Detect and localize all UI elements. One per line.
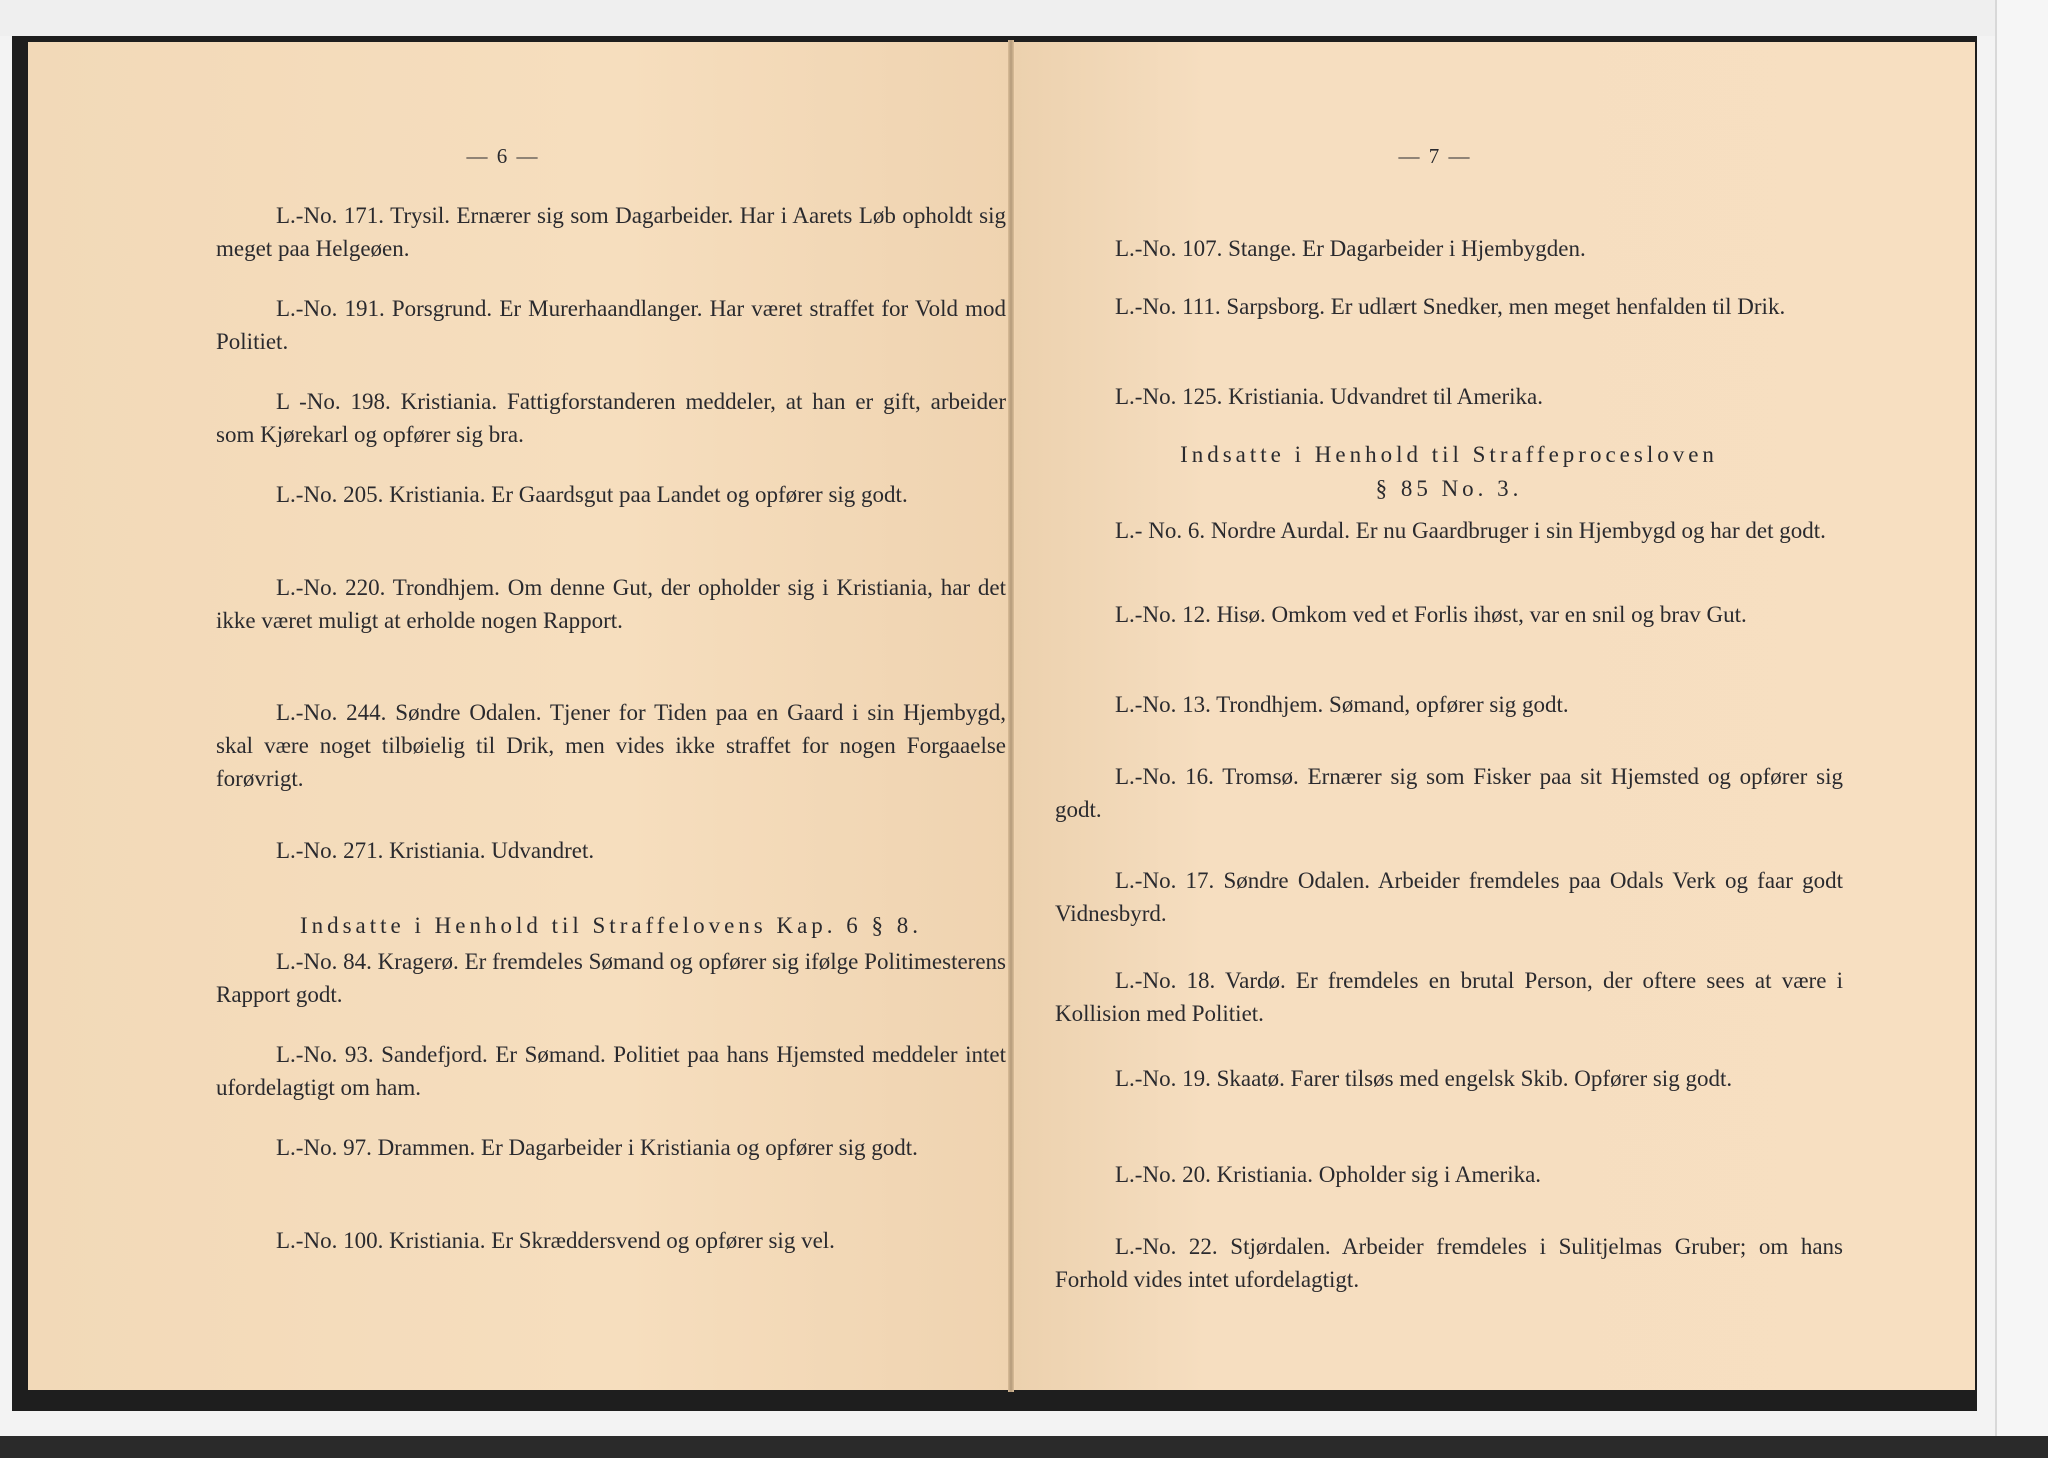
section-heading-left: Indsatte i Henhold til Straffelovens Kap. 6 § 8. — [299, 913, 923, 938]
section-heading-right-line2: § 85 No. 3. — [1375, 476, 1523, 501]
entry-r-19: L.-No. 19. Skaatø. Farer tilsøs med engelsk Skib. Opfører sig godt. — [1115, 1066, 1733, 1091]
entry-l-97: L.-No. 97. Drammen. Er Dagarbeider i Kristiania og opfører sig godt. — [276, 1135, 918, 1160]
entry-l-191: L.-No. 191. Porsgrund. Er Murerhaandlanger. Har været straffet for Vold mod Politiet. — [216, 296, 1006, 354]
entry-l-271: L.-No. 271. Kristiania. Udvandret. — [276, 838, 595, 863]
entry-r-20: L.-No. 20. Kristiania. Opholder sig i Amerika. — [1115, 1162, 1542, 1187]
entry-r-12: L.-No. 12. Hisø. Omkom ved et Forlis ihøst, var en snil og brav Gut. — [1115, 602, 1747, 627]
entry-l-171: L.-No. 171. Trysil. Ernærer sig som Dagarbeider. Har i Aarets Løb opholdt sig meget paa Helgeøen. — [216, 203, 1006, 261]
entry-r-22: L.-No. 22. Stjørdalen. Arbeider fremdeles i Sulitjelmas Gruber; om hans Forhold vides intet ufordelagtigt. — [1055, 1234, 1843, 1292]
entry-r-13: L.-No. 13. Trondhjem. Sømand, opfører sig godt. — [1115, 692, 1569, 717]
entry-l-84: L.-No. 84. Kragerø. Er fremdeles Sømand og opfører sig ifølge Politimesterens Rapport godt. — [216, 949, 1006, 1007]
entry-l-220: L.-No. 220. Trondhjem. Om denne Gut, der opholder sig i Kristiania, har det ikke været muligt at erholde nogen Rapport. — [216, 575, 1006, 633]
book-gutter — [1008, 40, 1014, 1392]
scan-right-margin — [1995, 0, 2048, 1458]
left-page — [28, 42, 1015, 1390]
entry-l-205: L.-No. 205. Kristiania. Er Gaardsgut paa Landet og opfører sig godt. — [276, 482, 908, 507]
entry-l-93: L.-No. 93. Sandefjord. Er Sømand. Politiet paa hans Hjemsted meddeler intet ufordelagtigt om ham. — [216, 1042, 1006, 1100]
entry-r-107: L.-No. 107. Stange. Er Dagarbeider i Hjembygden. — [1115, 236, 1586, 261]
entry-l-244: L.-No. 244. Søndre Odalen. Tjener for Tiden paa en Gaard i sin Hjembygd, skal være noget tilbøielig til Drik, men vides ikke straffet for nogen Forgaaelse forøvrigt. — [216, 700, 1006, 791]
entry-r-125: L.-No. 125. Kristiania. Udvandret til Amerika. — [1115, 384, 1543, 409]
page-number-right: — 7 — — [1398, 144, 1472, 168]
right-page — [1015, 42, 1975, 1390]
page-number-left: — 6 — — [466, 144, 540, 168]
entry-r-111: L.-No. 111. Sarpsborg. Er udlært Snedker, men meget henfalden til Drik. — [1115, 294, 1786, 319]
entry-r-18: L.-No. 18. Vardø. Er fremdeles en brutal Person, der oftere sees at være i Kollision med Politiet. — [1055, 968, 1843, 1026]
scan-top-margin — [0, 0, 2048, 36]
entry-l-100: L.-No. 100. Kristiania. Er Skræddersvend og opfører sig vel. — [276, 1228, 835, 1253]
entry-r-6: L.- No. 6. Nordre Aurdal. Er nu Gaardbruger i sin Hjembygd og har det godt. — [1115, 518, 1826, 543]
entry-l-198: L -No. 198. Kristiania. Fattigforstanderen meddeler, at han er gift, arbeider som Kjørekarl og opfører sig bra. — [216, 389, 1006, 447]
section-heading-right — [1055, 438, 1843, 506]
section-heading-right-line1: Indsatte i Henhold til Straffeprocesloven — [1180, 442, 1718, 467]
scan-bottom-edge — [0, 1436, 2048, 1458]
entry-r-17: L.-No. 17. Søndre Odalen. Arbeider fremdeles paa Odals Verk og faar godt Vidnesbyrd. — [1055, 868, 1843, 926]
entry-r-16: L.-No. 16. Tromsø. Ernærer sig som Fisker paa sit Hjemsted og opfører sig godt. — [1055, 764, 1843, 822]
